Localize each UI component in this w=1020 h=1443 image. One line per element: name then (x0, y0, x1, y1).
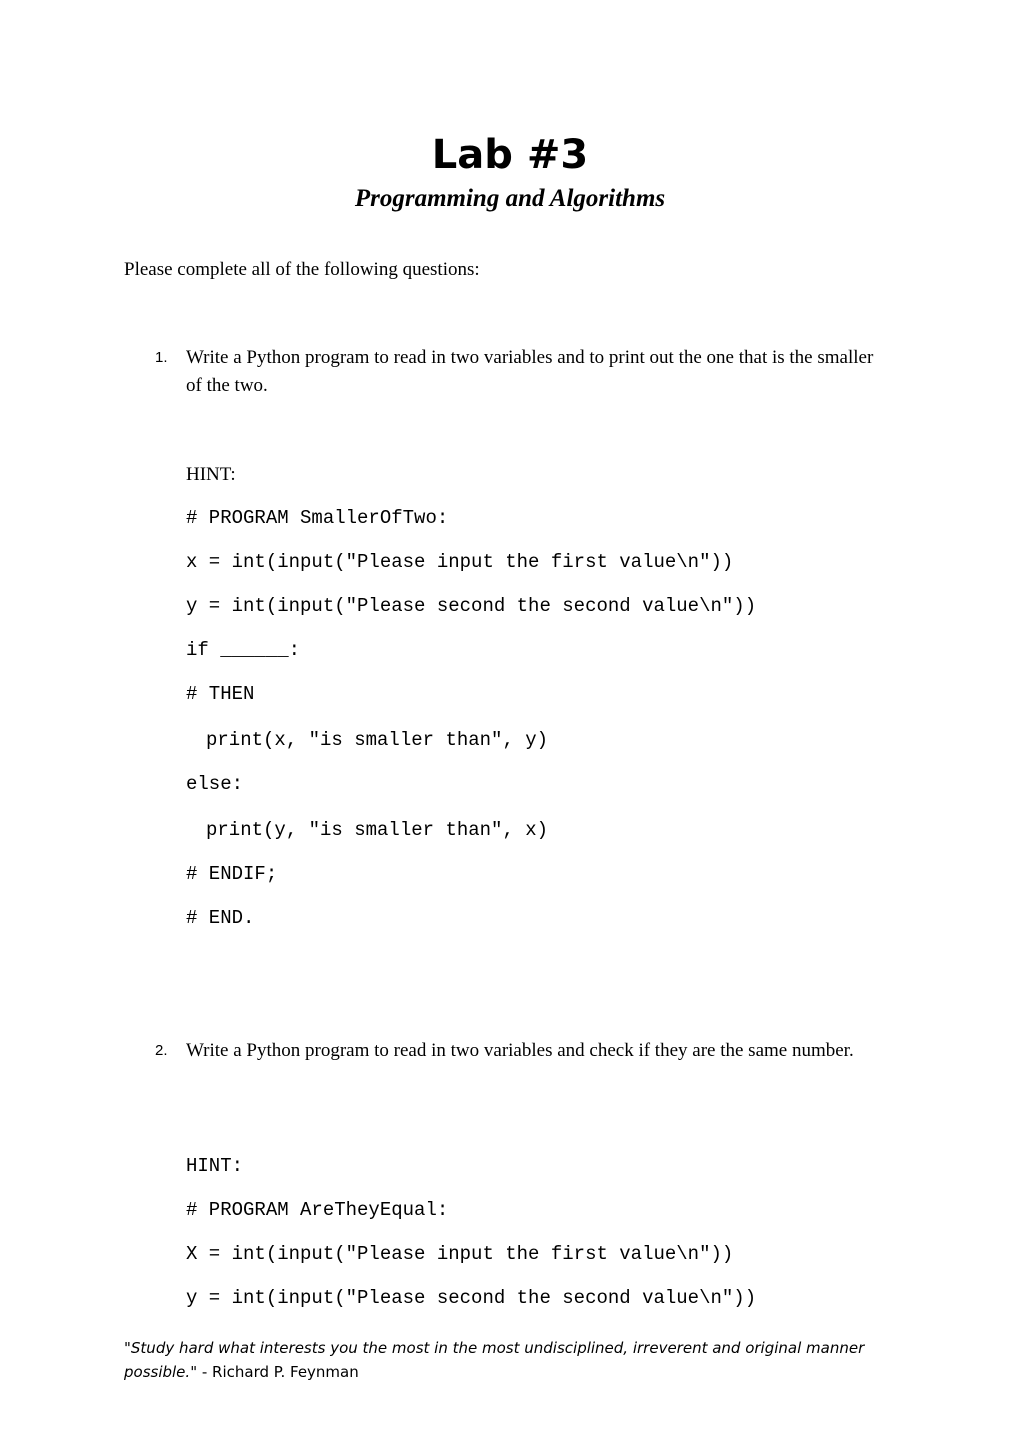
question-1-code-line-8: print(y, "is smaller than", x) (206, 819, 549, 841)
footer-attribution: - Richard P. Feynman (197, 1363, 359, 1381)
question-1-code-line-2: x = int(input("Please input the first value\n")) (186, 551, 734, 573)
question-1-code-line-6: print(x, "is smaller than", y) (206, 729, 549, 751)
question-1-number: 1. (155, 349, 168, 366)
footer-quote-text: Study hard what interests you the most in the most undisciplined, irreverent and original manner possible. (124, 1339, 865, 1381)
question-1-hint-label: HINT: (186, 464, 236, 485)
question-1-code-line-5: # THEN (186, 683, 255, 705)
question-2-code-line-3: y = int(input("Please second the second value\n")) (186, 1287, 757, 1309)
question-2-hint-label: HINT: (186, 1155, 244, 1177)
question-1-code-line-3: y = int(input("Please second the second value\n")) (186, 595, 757, 617)
footer-quote (124, 1336, 904, 1384)
page-title: Lab #3 (431, 132, 589, 178)
question-1-code-line-9: # ENDIF; (186, 863, 278, 885)
question-2-text: Write a Python program to read in two variables and check if they are the same number. (186, 1040, 854, 1061)
question-1-code-line-7: else: (186, 773, 244, 795)
footer-quote-open: " (124, 1339, 131, 1357)
question-1-code-line-4: if ______: (186, 639, 301, 661)
question-1-code-line-1: # PROGRAM SmallerOfTwo: (186, 507, 449, 529)
question-1-code-line-10: # END. (186, 907, 255, 929)
question-1-text: Write a Python program to read in two variables and to print out the one that is the smaller of the two. (186, 347, 874, 396)
question-2-number: 2. (155, 1042, 168, 1059)
instructions-text: Please complete all of the following questions: (124, 259, 480, 280)
question-2-code-line-1: # PROGRAM AreTheyEqual: (186, 1199, 449, 1221)
question-2-code-line-2: X = int(input("Please input the first value\n")) (186, 1243, 734, 1265)
footer-quote-close: " (190, 1363, 198, 1381)
page-subtitle: Programming and Algorithms (354, 185, 666, 212)
